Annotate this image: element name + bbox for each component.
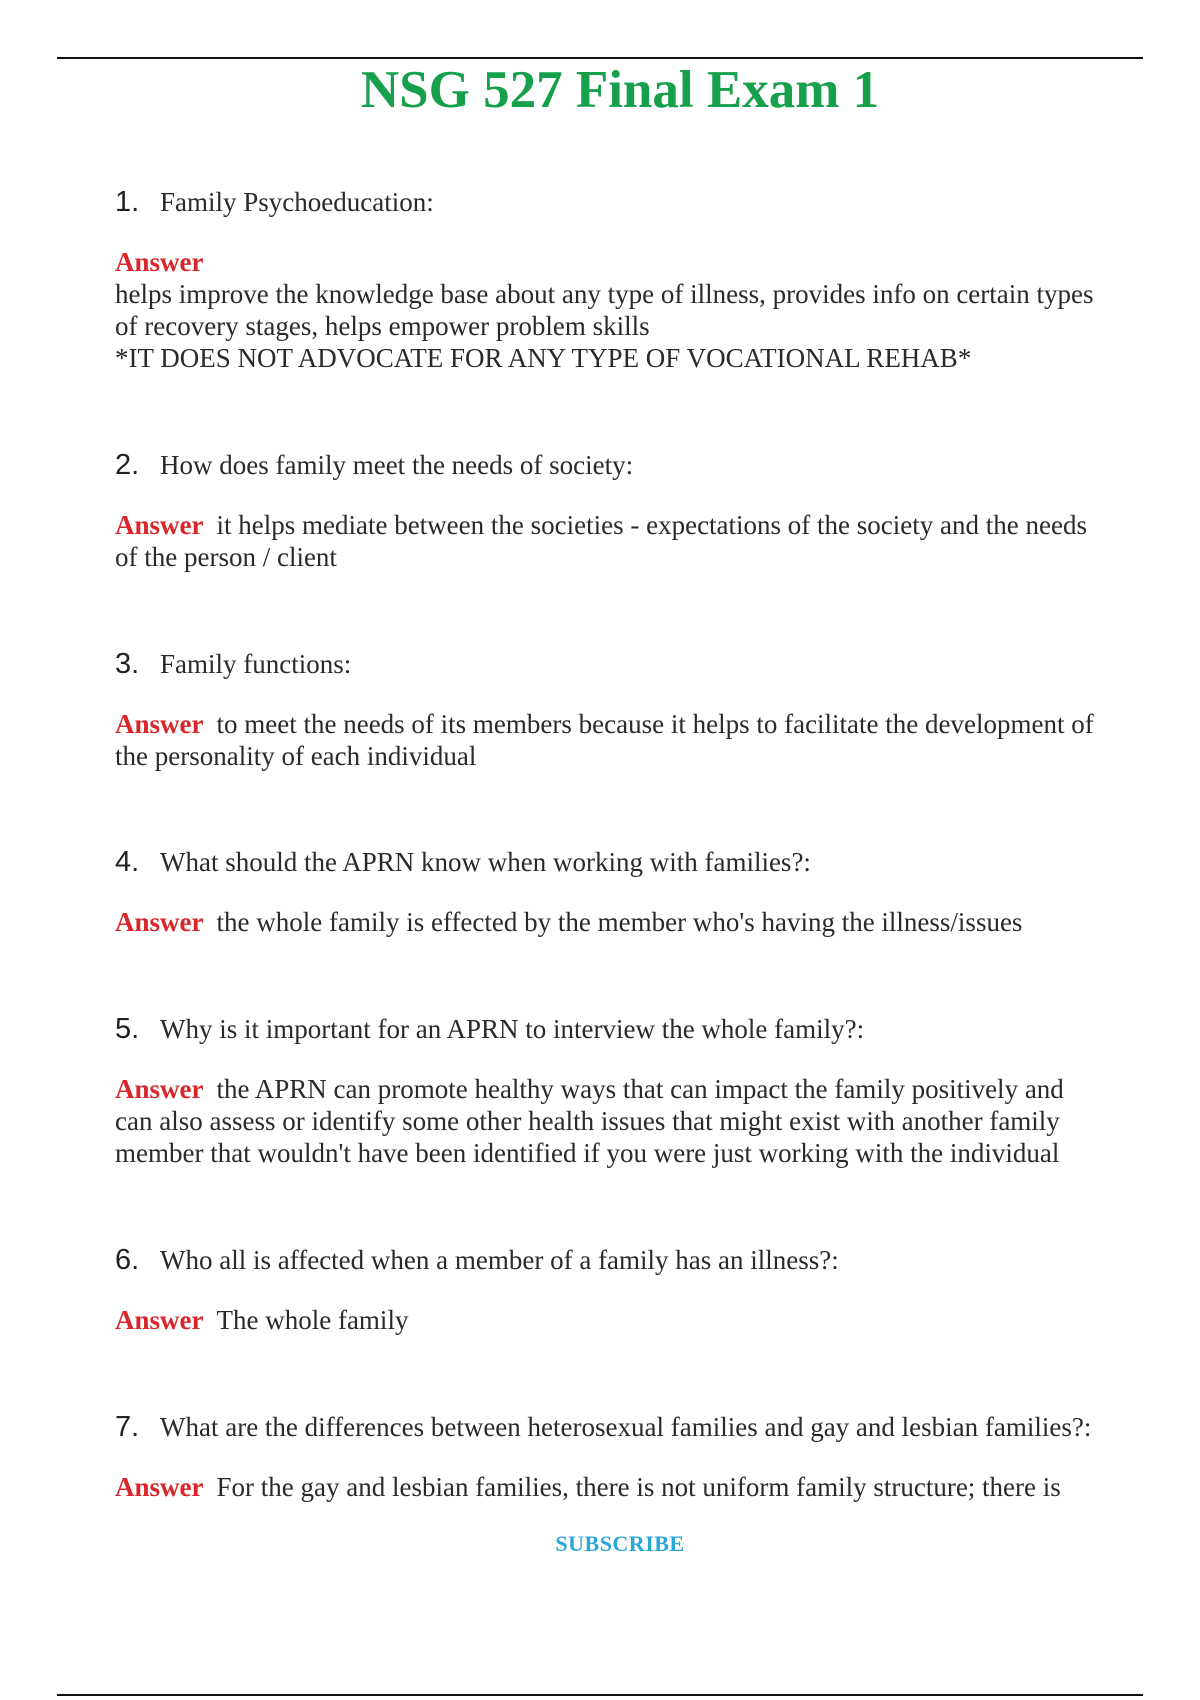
- answer-line: can also assess or identify some other health issues that might exist with another family: [115, 1106, 1060, 1136]
- answer-line: helps improve the knowledge base about any type of illness, provides info on certain types: [115, 279, 1094, 309]
- question-block-3: [115, 645, 1130, 772]
- answer-line: [115, 906, 1130, 938]
- answer-line: [115, 1073, 1130, 1105]
- answer-text: it helps mediate between the societies - expectations of the society and the needs: [216, 510, 1087, 540]
- answer-label: Answer: [115, 510, 204, 540]
- question-number: 4.: [115, 846, 140, 878]
- question-block-6: [115, 1241, 1130, 1336]
- question-row: [115, 183, 1130, 221]
- answer-label: Answer: [115, 907, 204, 937]
- question-number: 5.: [115, 1013, 140, 1045]
- question-block-2: [115, 446, 1130, 573]
- answer-line: the personality of each individual: [115, 741, 477, 771]
- question-block-1: [115, 183, 1130, 374]
- answer-block: [115, 906, 1130, 938]
- answer-text: the APRN can promote healthy ways that can impact the family positively and: [216, 1074, 1064, 1104]
- answer-text: For the gay and lesbian families, there is not uniform family structure; there is: [216, 1472, 1061, 1502]
- answer-line: [115, 708, 1130, 740]
- answer-line: of the person / client: [115, 542, 337, 572]
- answer-line: [115, 1471, 1130, 1503]
- question-block-7: [115, 1408, 1130, 1503]
- question-text: Who all is affected when a member of a family has an illness?:: [160, 1245, 839, 1275]
- page-title: NSG 527 Final Exam 1: [360, 61, 880, 119]
- question-text: Why is it important for an APRN to interview the whole family?:: [160, 1014, 865, 1044]
- answer-block: [115, 1073, 1130, 1169]
- question-text: What are the differences between heterosexual families and gay and lesbian families?:: [160, 1412, 1092, 1442]
- question-row: [115, 843, 1130, 881]
- question-row: [115, 1408, 1130, 1446]
- question-block-4: [115, 843, 1130, 938]
- answer-block: [115, 1304, 1130, 1336]
- answer-text: the whole family is effected by the member who's having the illness/issues: [216, 907, 1023, 937]
- question-text: Family functions:: [160, 649, 352, 679]
- question-number: 1.: [115, 186, 140, 218]
- bottom-rule: [57, 1694, 1143, 1696]
- answer-label: Answer: [115, 247, 204, 277]
- answer-line: *IT DOES NOT ADVOCATE FOR ANY TYPE OF VOCATIONAL REHAB*: [115, 343, 972, 373]
- answer-block: [115, 1471, 1130, 1503]
- question-row: [115, 1241, 1130, 1279]
- answer-line: [115, 509, 1130, 541]
- question-text: What should the APRN know when working with families?:: [160, 847, 811, 877]
- question-row: [115, 446, 1130, 484]
- question-number: 2.: [115, 449, 140, 481]
- answer-text: to meet the needs of its members because it helps to facilitate the development of: [216, 709, 1094, 739]
- subscribe-link[interactable]: SUBSCRIBE: [555, 1531, 685, 1556]
- question-text: How does family meet the needs of society:: [160, 450, 634, 480]
- answer-block: [115, 708, 1130, 772]
- answer-block: [115, 246, 1130, 374]
- question-number: 7.: [115, 1411, 140, 1443]
- question-text: Family Psychoeducation:: [160, 187, 434, 217]
- question-row: [115, 1010, 1130, 1048]
- answer-block: [115, 509, 1130, 573]
- answer-label: Answer: [115, 1305, 204, 1335]
- question-number: 3.: [115, 648, 140, 680]
- answer-label: Answer: [115, 1074, 204, 1104]
- answer-label: Answer: [115, 709, 204, 739]
- answer-line: of recovery stages, helps empower problem skills: [115, 311, 650, 341]
- question-row: [115, 645, 1130, 683]
- question-block-5: [115, 1010, 1130, 1169]
- answer-label: Answer: [115, 1472, 204, 1502]
- question-number: 6.: [115, 1244, 140, 1276]
- answer-line: member that wouldn't have been identified if you were just working with the individual: [115, 1138, 1060, 1168]
- answer-line: [115, 1304, 1130, 1336]
- answer-text: The whole family: [216, 1305, 409, 1335]
